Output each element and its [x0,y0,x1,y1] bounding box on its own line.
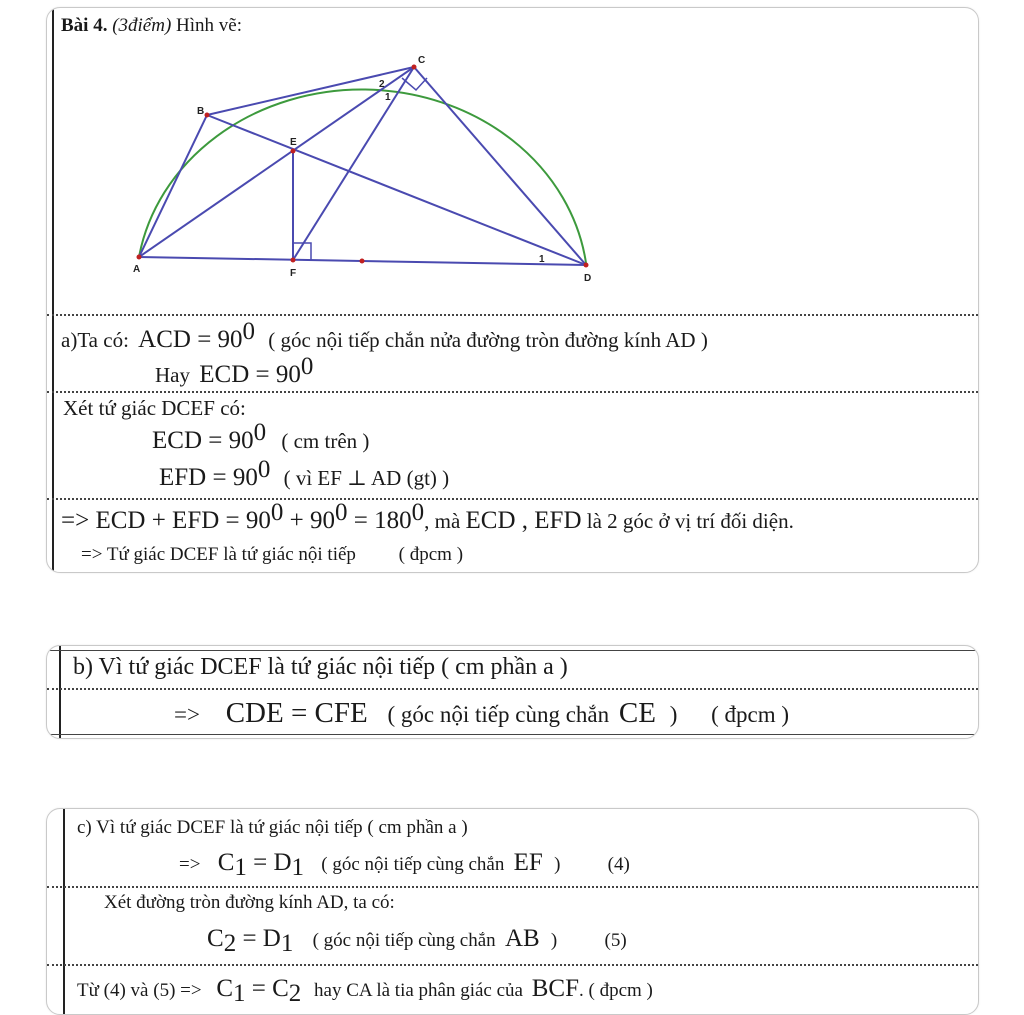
c-line-1: c) Vì tứ giác DCEF là tứ giác nội tiếp ( cm phần a ) [77,817,468,838]
left-border-line [63,809,65,1014]
point-center [360,259,365,264]
a-line-4: ECD = $90^0$ ( cm trên ) [152,419,370,454]
a-line-3: Xét tứ giác DCEF có: [63,396,246,420]
c-line-2: => $C_1 = D_1$ ( góc nội tiếp cùng chắn EF ) (4) [179,849,630,882]
divider [47,391,978,393]
segment-ab [139,115,207,257]
point-a [137,255,142,260]
angle-mark-c2: 2 [379,79,385,90]
label-a: A [133,264,141,275]
label-b: B [197,106,205,117]
segment-cd [414,67,586,265]
c-line-4: $C_2 = D_1$ ( góc nội tiếp cùng chắn AB ) (5) [207,925,627,958]
point-d [584,263,589,268]
a-line-7: => Tứ giác DCEF là tứ giác nội tiếp ( đpcm ) [81,544,464,565]
a-line-5: EFD = $90^0$ ( vì EF ⊥ AD (gt) ) [159,456,450,491]
label-e: E [290,137,297,148]
divider [47,498,978,500]
a-line-1: a)Ta có: ACD = $90^0$ ( góc nội tiếp chắn nửa đường tròn đường kính AD ) [61,318,708,353]
point-b [205,113,210,118]
left-border-line [59,646,61,738]
label-c: C [418,55,426,66]
c-line-3: Xét đường tròn đường kính AD, ta có: [104,892,395,913]
segment-bd [207,115,586,265]
geometry-figure [47,8,607,298]
part-a-card [46,7,979,573]
label-d: D [584,273,592,284]
divider [47,964,978,966]
angle-mark-d1: 1 [539,254,545,265]
divider [47,734,978,735]
segment-cf [293,67,414,260]
point-c [412,65,417,70]
divider [47,886,978,888]
angle-mark-c1: 1 [385,92,391,103]
problem-title: Bài 4. (3điểm) Hình vẽ: [61,15,243,36]
a-line-2: Hay ECD = $90^0$ [155,353,314,388]
c-line-5: Từ (4) và $(5) => C_1 = C_2$ hay CA là tia phân giác của BCF. ( đpcm ) [77,975,653,1007]
point-e [291,149,296,154]
divider [47,688,978,690]
label-f: F [290,268,297,279]
segment-ac [139,67,414,257]
divider [47,314,978,316]
divider [47,650,978,651]
part-b-card [46,645,979,739]
a-line-6: => ECD + EFD = $90^0 + 90^0 = 180^0$, mà ECD , EFD là 2 góc ở vị trí đối diện. [61,499,794,534]
point-f [291,258,296,263]
b-line-1: b) Vì tứ giác DCEF là tứ giác nội tiếp ( cm phần a ) [73,654,568,680]
part-c-card [46,808,979,1015]
b-line-2: => CDE = CFE ( góc nội tiếp cùng chắn CE ) ( đpcm ) [174,697,790,729]
